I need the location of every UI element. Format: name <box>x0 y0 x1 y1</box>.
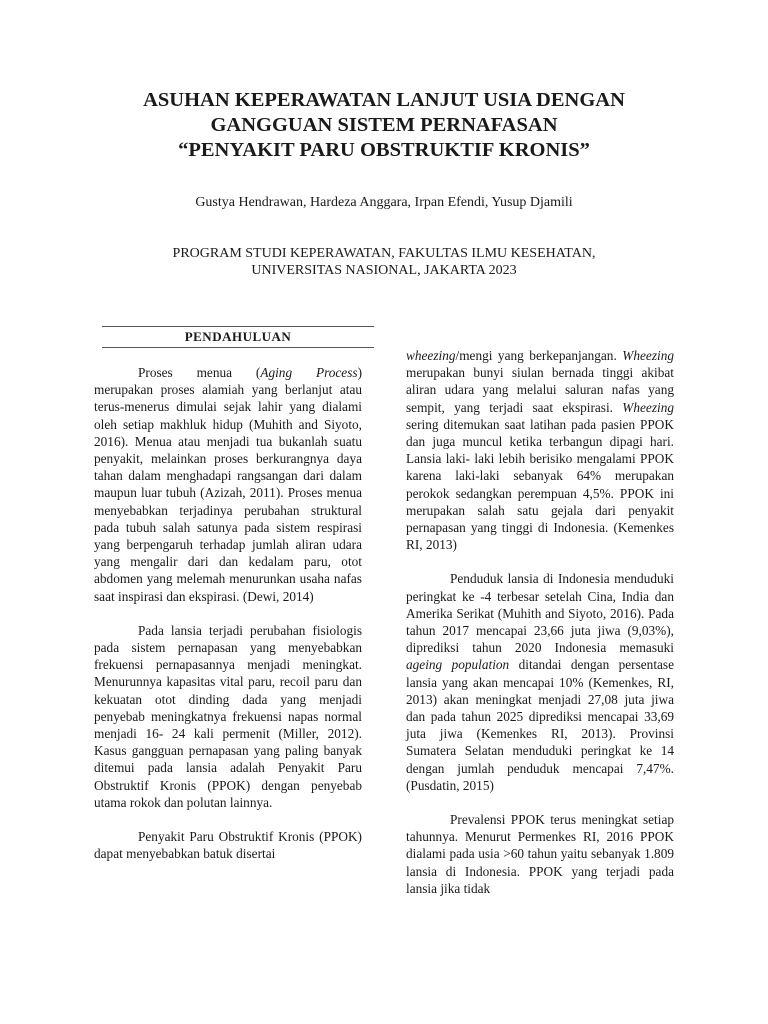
italic-term: Aging Process <box>260 365 358 380</box>
section-heading: PENDAHULUAN <box>184 329 292 344</box>
title-line-1: ASUHAN KEPERAWATAN LANJUT USIA DENGAN <box>143 89 625 111</box>
italic-term: Wheezing <box>622 399 674 415</box>
paragraph <box>94 364 362 605</box>
italic-term: ageing population <box>406 657 510 673</box>
paragraph: Penyakit Paru Obstruktif Kronis (PPOK) dapat menyebabkan batuk disertai <box>94 829 362 862</box>
paragraph <box>406 347 674 553</box>
paper-title <box>0 88 768 163</box>
text-run: Penduduk lansia di Indonesia menduduki peringkat ke -4 terbesar setelah Cina, India dan Amerika Serikat (Muhith and Siyoto, 2016). Pada tahun 2017 mencapai 23,66 juta jiwa (9,03%), diprediksi tahun 2020 Indonesia memasuki <box>406 571 674 656</box>
affiliation <box>0 245 768 279</box>
affiliation-line-2: UNIVERSITAS NASIONAL, JAKARTA 2023 <box>251 263 517 278</box>
text-run: ditandai dengan persentase lansia yang akan mencapai 10% (Kemenkes, RI, 2013) akan meningkat menjadi 27,08 juta jiwa dan pada tahun 2025 diprediksi mencapai 33,69 juta jiwa (Kemenkes RI, 2013). Provinsi Sumatera Selatan menduduki peringkat ke 14 dengan jumlah penduduk mencapai 7,47%. (Pusdatin, 2015) <box>406 657 675 793</box>
title-line-2: GANGGUAN SISTEM PERNAFASAN <box>210 114 558 136</box>
text-run: ) merupakan proses alamiah yang berlanjut atau terus-menerus dimulai sejak lahir yang dialami oleh setiap makhluk hidup (Muhith and Siyoto, 2016). Menua atau menjadi tua bukanlah suatu penyakit, melainkan proses berkurangnya daya tahan dalam menghadapi rangsangan dari dalam maupun luar tubuh (Azizah, 2011). Proses menua menyebabkan terjadinya perubahan struktural pada tubuh salah satunya pada sistem respirasi yang berpengaruh terhadap jumlah aliran udara yang mengalir dari dan kedalam paru, otot abdomen yang melemah menurunkan usaha nafas saat inspirasi dan ekspirasi. (Dewi, 2014) <box>94 365 362 604</box>
italic-term: wheezing <box>406 348 456 363</box>
author-list: Gustya Hendrawan, Hardeza Anggara, Irpan Efendi, Yusup Djamili <box>195 195 573 210</box>
italic-term: Wheezing <box>622 348 674 363</box>
text-run: /mengi yang berkepanjangan. <box>455 348 623 363</box>
heading-rule-top <box>102 326 374 327</box>
affiliation-line-1: PROGRAM STUDI KEPERAWATAN, FAKULTAS ILMU KESEHATAN, <box>172 246 596 261</box>
paragraph <box>406 570 674 794</box>
paragraph: Prevalensi PPOK terus meningkat setiap tahunnya. Menurut Permenkes RI, 2016 PPOK dialami pada usia >60 tahun yaitu sebanyak 1.809 lansia di Indonesia. PPOK yang terjadi pada lansia jika tidak <box>406 812 674 896</box>
text-run: Proses menua ( <box>138 365 261 380</box>
right-column <box>406 347 674 914</box>
left-column <box>94 364 362 879</box>
text-run: sering ditemukan saat latihan pada pasien PPOK dan juga muncul ketika terbangun dipagi hari. Lansia laki- laki lebih berisiko mengalami PPOK karena laki-laki sebanyak 64% merupakan perokok sedangkan perempuan 4,5%. PPOK ini merupakan salah satu gejala dari penyakit pernapasan yang tinggi di Indonesia. (Kemenkes RI, 2013) <box>406 416 674 553</box>
heading-rule-bottom <box>102 347 374 348</box>
text-run: merupakan bunyi siulan bernada tinggi akibat aliran udara yang melalui saluran nafas yang sempit, yang terjadi saat ekspirasi. <box>406 365 674 415</box>
title-line-3: “PENYAKIT PARU OBSTRUKTIF KRONIS” <box>178 139 590 161</box>
paragraph: Pada lansia terjadi perubahan fisiologis pada sistem pernapasan yang menyebabkan frekuensi pernapasannya menjadi meningkat. Menurunnya kapasitas vital paru, recoil paru dan kekuatan otot dinding dada yang menjadi penyebab meningkatnya frekuensi napas normal menjadi 16- 24 kali permenit (Miller, 2012). Kasus gangguan pernapasan yang paling banyak ditemui pada lansia adalah Penyakit Paru Obstruktif Kronis (PPOK) dengan penyebab utama rokok dan polutan lainnya. <box>94 622 362 810</box>
